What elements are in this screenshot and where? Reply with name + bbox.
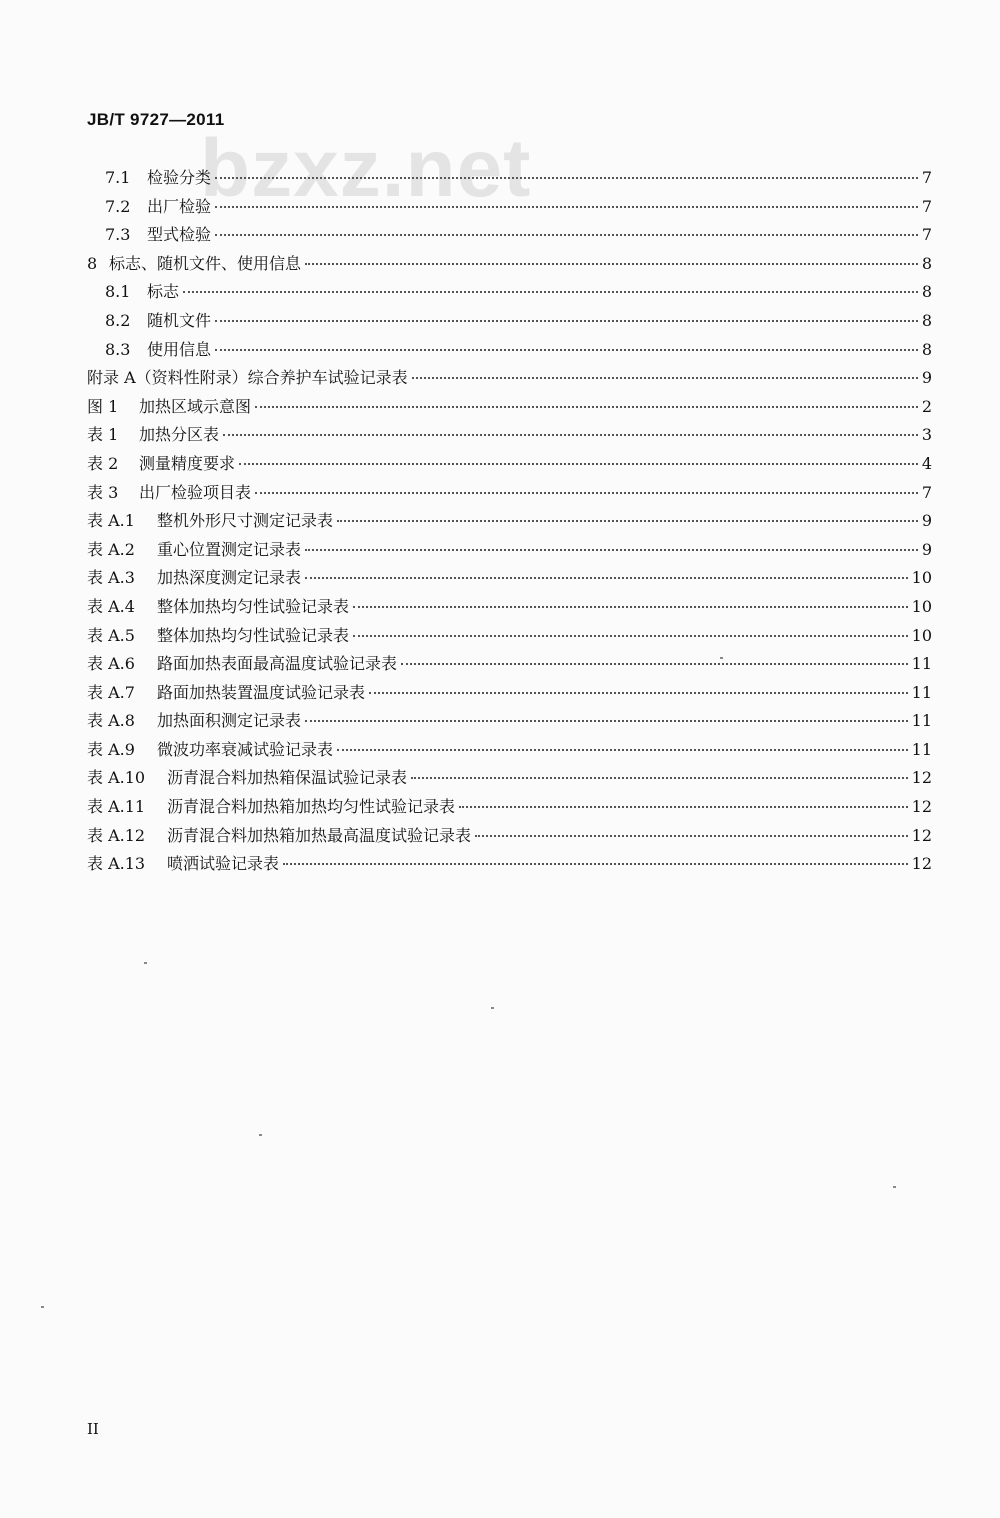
toc-entry-number: 7.2	[105, 196, 131, 216]
toc-entry-page: 12	[911, 854, 932, 874]
dot-leader	[183, 291, 918, 293]
toc-entry-title: 型式检验	[147, 225, 212, 245]
toc-entry-number: 表 A.7	[87, 682, 135, 702]
scan-speck	[144, 962, 147, 964]
dot-leader	[239, 463, 918, 465]
dot-leader	[353, 606, 908, 608]
toc-entry-title: 测量精度要求	[139, 453, 236, 473]
toc-entry-title: 整机外形尺寸测定记录表	[157, 511, 334, 531]
toc-entry[interactable]	[87, 250, 932, 279]
toc-entry-title: 沥青混合料加热箱加热最高温度试验记录表	[167, 825, 472, 845]
toc-entry-number: 表 A.8	[87, 711, 135, 731]
toc-entry-page: 7	[921, 482, 932, 502]
toc-entry[interactable]	[87, 364, 932, 393]
dot-leader	[412, 377, 918, 379]
toc-entry-page: 10	[911, 596, 932, 616]
toc-entry[interactable]	[87, 479, 932, 508]
toc-entry-number: 7.1	[105, 168, 131, 187]
toc-entry[interactable]	[87, 164, 932, 193]
toc-entry[interactable]	[87, 793, 932, 822]
toc-entry[interactable]	[87, 564, 932, 593]
toc-entry-number: 表 A.4	[87, 596, 135, 616]
toc-entry-title: 整体加热均匀性试验记录表	[157, 625, 350, 645]
scan-speck	[491, 1007, 494, 1009]
toc-entry-title: 出厂检验项目表	[139, 482, 252, 502]
toc-entry-page: 8	[921, 339, 932, 359]
toc-entry-number: 表 A.9	[87, 739, 135, 759]
toc-entry-title: 整体加热均匀性试验记录表	[157, 596, 350, 616]
toc-entry[interactable]	[87, 536, 932, 565]
scan-speck	[893, 1186, 896, 1188]
toc-entry-page: 12	[911, 825, 932, 845]
toc-entry[interactable]	[87, 622, 932, 651]
toc-entry-title: 加热分区表	[139, 425, 220, 445]
toc-entry[interactable]	[87, 707, 932, 736]
toc-entry[interactable]	[87, 822, 932, 851]
dot-leader	[215, 349, 918, 351]
toc-entry-number: 表 A.5	[87, 625, 135, 645]
dot-leader	[255, 492, 918, 494]
toc-entry-title: 喷洒试验记录表	[167, 854, 280, 874]
toc-entry-page: 12	[911, 768, 932, 788]
dot-leader	[369, 692, 908, 694]
toc-entry-number: 表 A.2	[87, 539, 135, 559]
watermark: bzxz.net	[200, 123, 532, 214]
toc-entry-page: 8	[921, 282, 932, 302]
toc-entry-title: 标志	[147, 282, 180, 302]
dot-leader	[337, 520, 918, 522]
dot-leader	[475, 835, 908, 837]
toc-entry-number: 8	[87, 253, 98, 273]
toc-entry-page: 11	[911, 654, 932, 674]
toc-entry-page: 3	[921, 425, 932, 445]
toc-entry[interactable]	[87, 221, 932, 250]
toc-entry-number: 8.1	[105, 282, 131, 302]
toc-entry[interactable]	[87, 593, 932, 622]
toc-entry[interactable]	[87, 278, 932, 307]
toc-entry-number: 表 2	[87, 453, 119, 473]
dot-leader	[215, 177, 918, 179]
toc-entry-title: 随机文件	[147, 310, 212, 330]
toc-entry[interactable]	[87, 736, 932, 765]
toc-entry[interactable]	[87, 679, 932, 708]
toc-entry-number: 表 A.12	[87, 825, 146, 845]
toc-entry-title: 使用信息	[147, 339, 212, 359]
toc-entry-page: 10	[911, 568, 932, 588]
toc-entry-number: 8.3	[105, 339, 131, 359]
toc-entry-page: 9	[921, 368, 932, 388]
dot-leader	[401, 663, 908, 665]
dot-leader	[215, 234, 918, 236]
toc-entry-page: 11	[911, 682, 932, 702]
scan-speck	[259, 1134, 262, 1136]
toc-entry-page: 11	[911, 739, 932, 759]
toc-entry-page: 11	[911, 711, 932, 731]
toc-entry-page: 2	[921, 396, 932, 416]
dot-leader	[223, 434, 918, 436]
toc-entry[interactable]	[87, 507, 932, 536]
toc-entry-title: 出厂检验	[147, 196, 212, 216]
toc-entry-page: 12	[911, 797, 932, 817]
toc-entry-number: 表 A.6	[87, 654, 135, 674]
dot-leader	[459, 806, 908, 808]
dot-leader	[215, 320, 918, 322]
toc-entry-page: 10	[911, 625, 932, 645]
toc-entry[interactable]	[87, 450, 932, 479]
page-number: II	[87, 1420, 99, 1438]
toc-entry-number: 表 1	[87, 425, 119, 445]
toc-entry-page: 9	[921, 511, 932, 531]
dot-leader	[305, 720, 908, 722]
dot-leader	[411, 777, 908, 779]
dot-leader	[215, 206, 918, 208]
toc-entry[interactable]	[87, 393, 932, 422]
toc-entry[interactable]	[87, 850, 932, 879]
scan-speck	[41, 1306, 44, 1308]
toc-entry-title: 标志、随机文件、使用信息	[109, 253, 302, 273]
toc-entry-page: 7	[921, 168, 932, 187]
dot-leader	[337, 749, 908, 751]
toc-entry-title: 路面加热装置温度试验记录表	[157, 682, 366, 702]
toc-entry-number: 表 A.10	[87, 768, 146, 788]
document-code: JB/T 9727—2011	[87, 110, 225, 129]
toc-entry-number: 7.3	[105, 225, 131, 245]
dot-leader	[305, 263, 918, 265]
toc-entry-page: 8	[921, 310, 932, 330]
toc-entry-number: 表 A.1	[87, 511, 135, 531]
toc-entry[interactable]	[87, 193, 932, 222]
toc-entry-title: 微波功率衰减试验记录表	[157, 739, 334, 759]
toc-entry-page: 7	[921, 196, 932, 216]
toc-entry-page: 4	[921, 453, 932, 473]
toc-entry-number: 表 A.11	[87, 797, 146, 817]
toc-entry-title: 检验分类	[147, 168, 212, 187]
toc-entry-page: 8	[921, 253, 932, 273]
toc-entry-number: 图 1	[87, 396, 119, 416]
toc-entry-title: 加热面积测定记录表	[157, 711, 302, 731]
toc-entry[interactable]	[87, 336, 932, 365]
dot-leader	[353, 635, 908, 637]
dot-leader	[283, 863, 908, 865]
toc-entry-title: 加热深度测定记录表	[157, 568, 302, 588]
toc-entry-number: 表 3	[87, 482, 119, 502]
toc-entry-page: 7	[921, 225, 932, 245]
toc-entry[interactable]	[87, 650, 932, 679]
toc-entry-title: 附录 A（资料性附录）综合养护车试验记录表	[87, 368, 408, 388]
toc-entry-title: 沥青混合料加热箱加热均匀性试验记录表	[167, 797, 456, 817]
toc-entry-title: 沥青混合料加热箱保温试验记录表	[167, 768, 408, 788]
toc-entry-number: 表 A.13	[87, 854, 146, 874]
toc-entry[interactable]	[87, 307, 932, 336]
dot-leader	[305, 577, 908, 579]
toc-entry[interactable]	[87, 764, 932, 793]
toc-entry-number: 8.2	[105, 310, 131, 330]
toc-entry-title: 重心位置测定记录表	[157, 539, 302, 559]
toc-entry-title: 加热区域示意图	[139, 396, 252, 416]
dot-leader	[305, 549, 918, 551]
scan-speck	[720, 657, 723, 659]
table-of-contents	[87, 164, 932, 879]
toc-entry[interactable]	[87, 421, 932, 450]
toc-entry-number: 表 A.3	[87, 568, 135, 588]
dot-leader	[255, 406, 918, 408]
toc-entry-title: 路面加热表面最高温度试验记录表	[157, 654, 398, 674]
toc-entry-page: 9	[921, 539, 932, 559]
